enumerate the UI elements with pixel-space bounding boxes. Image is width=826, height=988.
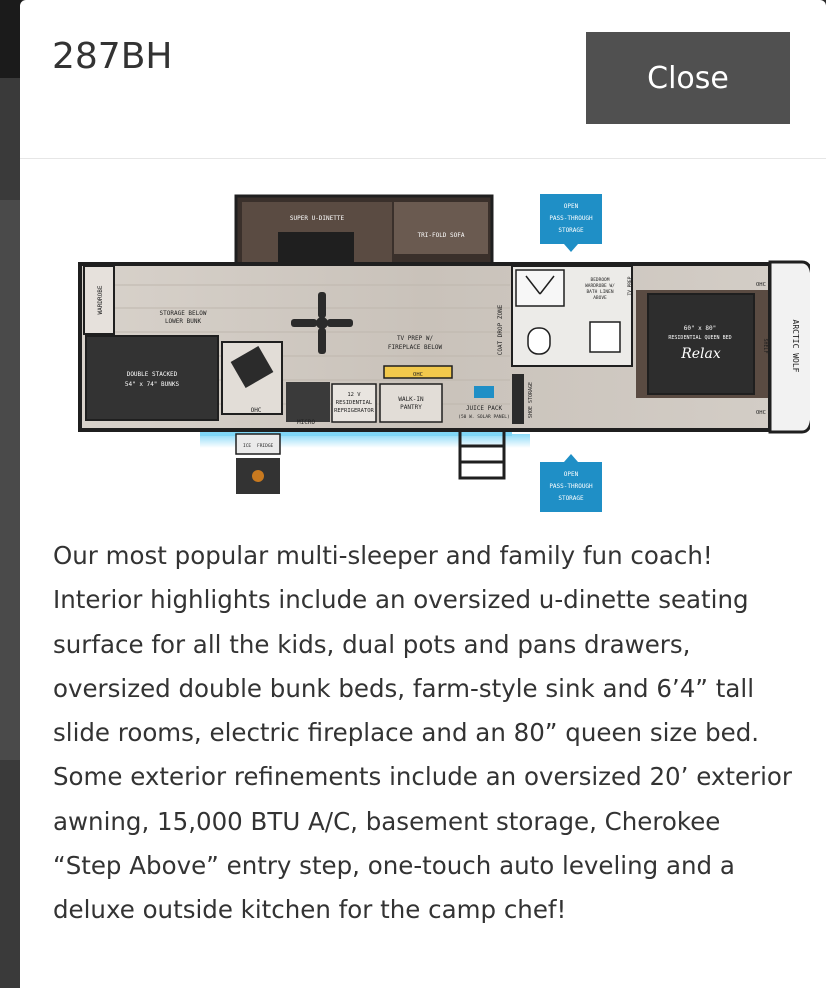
backdrop [0,0,22,988]
pass-through-bottom-3: STORAGE [558,495,584,502]
super-u-dinette-label: SUPER U-DINETTE [289,215,345,222]
grill-burner-icon [252,470,264,482]
close-button[interactable]: Close [586,32,790,124]
ohc-label-bed-top: OHC [756,282,766,288]
queen-bed-label-2: RESIDENTIAL QUEEN BED [668,335,732,341]
storage-below-label-2: LOWER BUNK [164,318,202,325]
pass-through-bottom-1: OPEN [563,471,579,478]
coat-drop-zone-label: COAT DROP ZONE [497,304,504,356]
ice-label: ICE [243,444,252,449]
micro-label: MICRO [296,419,316,426]
relax-label: Relax [681,346,721,362]
juice-pack-label-2: (50 W. SOLAR PANEL) [458,415,510,420]
bunks-label-1: DOUBLE STACKED [126,371,178,378]
arrow-up-icon [564,454,578,462]
shower [516,270,564,306]
shoe-storage-label: SHOE STORAGE [528,381,534,419]
ohc-label-left: OHC [250,407,262,414]
refrigerator-label-1: 12 V [347,392,361,398]
walk-in-pantry [380,384,442,422]
walk-in-label-1: WALK-IN [398,396,424,403]
toilet [528,328,550,354]
bunk-beds [86,336,218,420]
tv-prep-small-label: TV PREP [628,276,633,296]
shoe-storage [512,374,524,424]
floorplan-description: Our most popular multi-sleeper and family fun coach! Interior highlights include an oversized u-dinette seating surface for all the kids, dual pots and pans drawers, oversized double bunk beds, farm-style sink and 6’4” tall slide rooms, electric fireplace and an 80” queen size bed. Some exterior refinements include an oversized 20’ exterior awning, 15,000 BTU A/C, basement storage, Cherokee “Step Above” entry step, one-touch auto leveling and a deluxe outside kitchen for the camp chef! [53,541,792,925]
backdrop-strip [0,200,22,760]
floorplan-image [50,190,810,520]
brand-label: ARCTIC WOLF [791,319,800,373]
tri-fold-sofa [394,202,488,254]
ohc-label-fireplace: OHC [413,372,423,378]
pass-through-top-1: OPEN [563,203,579,210]
fridge-label: FRIDGE [257,444,274,449]
tv-prep-label-2: FIREPLACE BELOW [387,344,443,351]
queen-bed [648,294,754,394]
pass-through-bottom-2: PASS-THROUGH [549,483,593,490]
shelf-label: SHELF [762,338,768,354]
modal-header [20,0,826,159]
backdrop-strip [0,0,22,78]
wardrobe-label: WARDROBE [97,285,104,315]
front-cap [770,262,810,432]
storage-below-label-1: STORAGE BELOW [159,310,207,317]
bedroom-wardrobe-label-1: BEDROOM [590,278,610,283]
pass-through-top-3: STORAGE [558,227,584,234]
bedroom-wardrobe-label-3: BATH LINEN [586,290,614,295]
floorplan-modal [20,0,826,988]
solar-panel-icon [474,386,494,398]
queen-bed-label-1: 60" x 80" [683,325,717,332]
bath-sink [590,322,620,352]
juice-pack-label-1: JUICE PACK [465,405,503,412]
tri-fold-sofa-label: TRI-FOLD SOFA [417,232,465,239]
arrow-down-icon [564,244,578,252]
ohc-label-bed-bottom: OHC [756,410,766,416]
bedroom-wardrobe-label-4: ABOVE [593,296,607,301]
modal-title: 287BH [52,36,173,77]
pass-through-top-2: PASS-THROUGH [549,215,593,222]
bedroom-wardrobe-label-2: WARDROBE W/ [585,284,615,289]
cooktop [286,382,330,422]
refrigerator-label-3: REFRIGERATOR [334,408,374,414]
tv-prep-label-1: TV PREP W/ [396,335,434,342]
refrigerator-label-2: RESIDENTIAL [335,400,373,406]
bunks-label-2: 54" x 74" BUNKS [124,381,180,388]
walk-in-label-2: PANTRY [400,404,422,411]
